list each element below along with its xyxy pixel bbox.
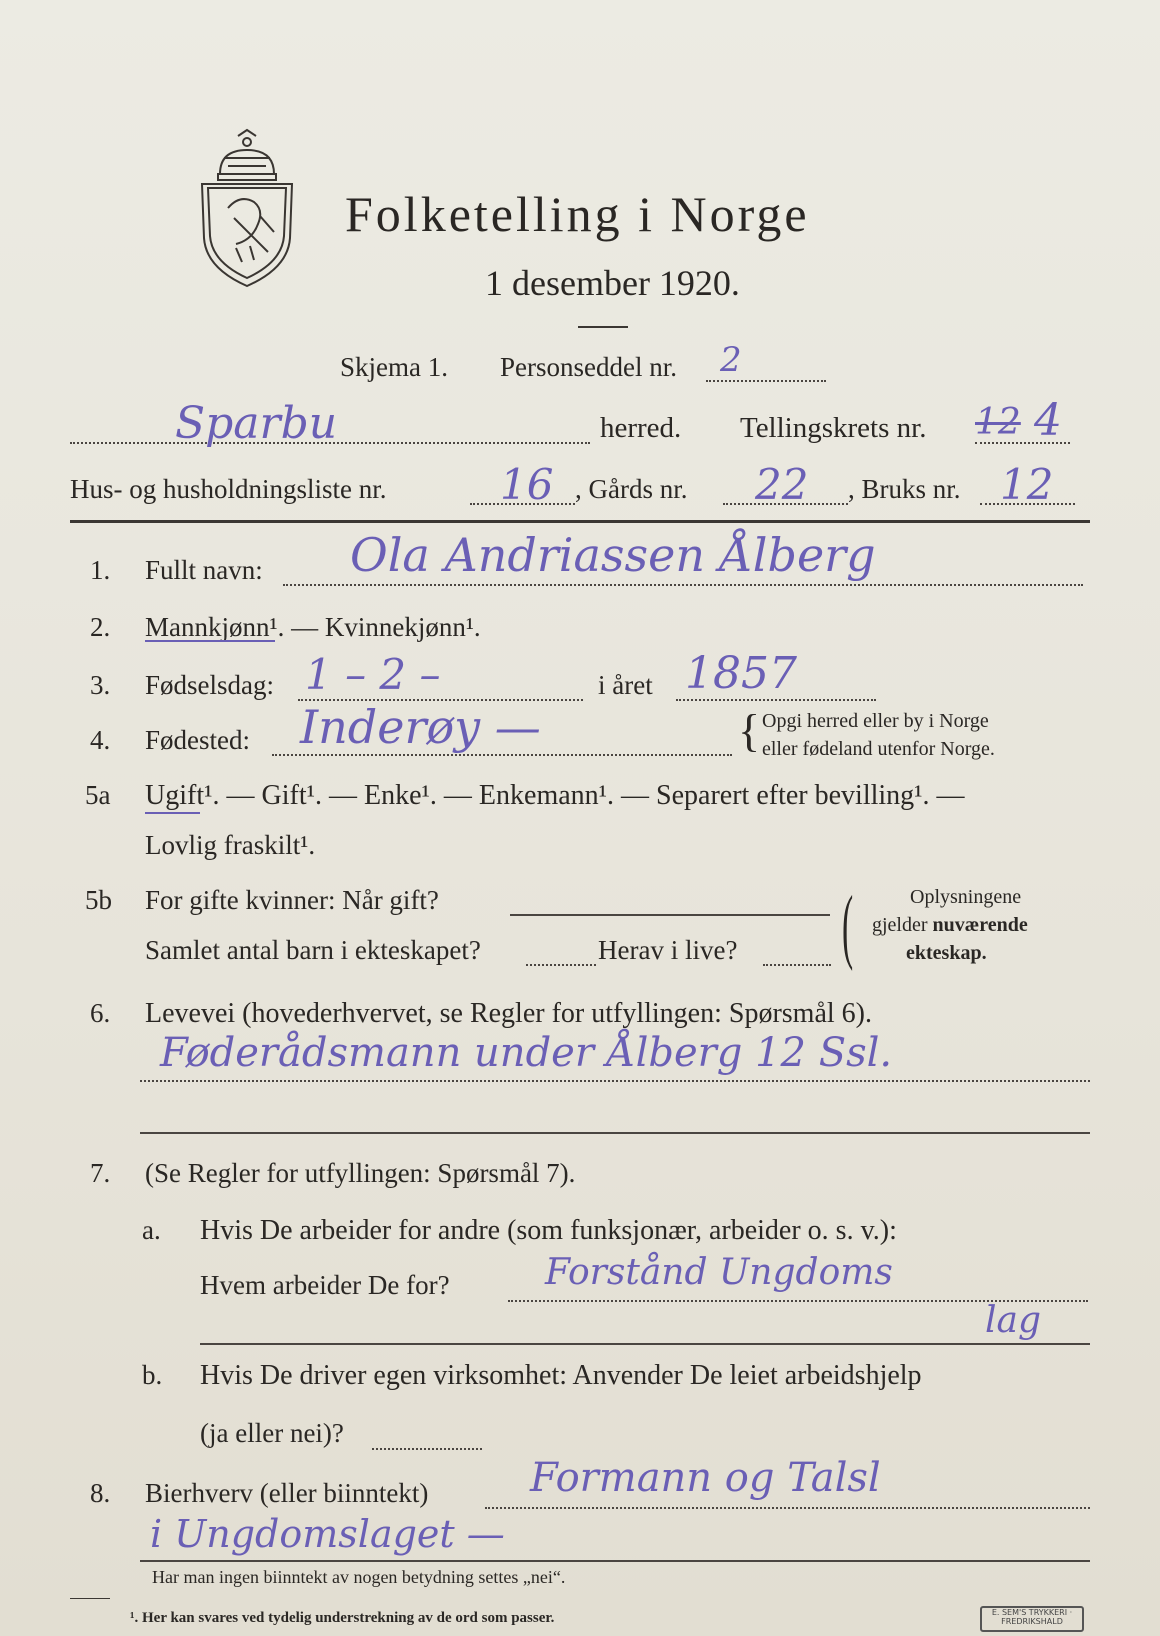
children-alive-field[interactable] <box>763 964 831 966</box>
q5b-number: 5b <box>85 885 112 915</box>
q5b-note-line1: Oplysningene <box>910 886 1022 908</box>
q3-label: Fødselsdag: <box>145 670 275 700</box>
q5b-note-gjelder: gjelder <box>872 914 933 936</box>
q7-number: 7. <box>90 1158 111 1188</box>
footer-note: Har man ingen biinntekt av nogen betydning settes „nei“. <box>152 1567 566 1587</box>
q5a-line2: Lovlig fraskilt¹. <box>145 830 316 860</box>
full-name-value: Ola Andriassen Ålberg <box>350 528 876 582</box>
hired-help-field[interactable] <box>372 1448 482 1450</box>
census-date: 1 desember 1920. <box>485 263 740 303</box>
full-name-field[interactable] <box>283 584 1083 586</box>
occupation-value: Føderådsmann under Ålberg 12 Ssl. <box>160 1030 893 1076</box>
q1-label: Fullt navn: <box>145 555 263 585</box>
employer-value-2: lag <box>985 1300 1042 1341</box>
q5b-note-line2 <box>872 914 1028 937</box>
q5b-children-label: Samlet antal barn i ekteskapet? <box>145 935 481 965</box>
q5a-number: 5a <box>85 780 111 810</box>
personseddel-label: Personseddel nr. <box>500 352 677 382</box>
q8-label: Bierhverv (eller biinntekt) <box>145 1478 429 1508</box>
tellingskrets-label: Tellingskrets nr. <box>740 412 927 444</box>
q7a-letter: a. <box>142 1215 161 1245</box>
q5b-note-line3: ekteskap. <box>906 942 987 964</box>
tellingskrets-crossed-value: 12 <box>975 402 1021 443</box>
side-income-value-2: i Ungdomslaget — <box>150 1512 505 1556</box>
q4-label: Fødested: <box>145 725 250 755</box>
children-count-field[interactable] <box>526 964 596 966</box>
q4-note-line1: Opgi herred eller by i Norge <box>762 710 989 732</box>
q6-label: Levevei (hovederhvervet, se Regler for utfyllingen: Spørsmål 6). <box>145 998 872 1029</box>
side-income-field-2[interactable] <box>140 1560 1090 1562</box>
personseddel-value: 2 <box>720 340 742 380</box>
q5b-line1: For gifte kvinner: Når gift? <box>145 885 439 915</box>
gards-label: , Gårds nr. <box>575 474 688 504</box>
q2-label: Mannkjønn¹. — Kvinnekjønn¹. <box>145 612 481 642</box>
q1-number: 1. <box>90 555 111 585</box>
gards-value: 22 <box>755 460 809 509</box>
married-when-field[interactable] <box>510 914 830 916</box>
birth-year-value: 1857 <box>685 648 797 699</box>
herred-label: herred. <box>600 412 682 444</box>
bruks-label: , Bruks nr. <box>848 474 961 504</box>
form-title: Folketelling i Norge <box>345 186 810 242</box>
q5b-alive-label: Herav i live? <box>598 935 738 965</box>
q6-number: 6. <box>90 998 111 1028</box>
employer-value-1: Forstånd Ungdoms <box>545 1252 893 1293</box>
hus-label: Hus- og husholdningsliste nr. <box>70 474 387 504</box>
norwegian-coat-of-arms-icon <box>198 128 296 288</box>
section-divider <box>70 520 1090 523</box>
birthplace-value: Inderøy — <box>300 700 541 754</box>
q2-number: 2. <box>90 612 111 642</box>
q5a-line1: Ugift¹. — Gift¹. — Enke¹. — Enkemann¹. — Separert efter bevilling¹. — <box>145 780 965 811</box>
q5a-underline-mark <box>145 812 200 814</box>
q4-brace: { <box>738 705 761 756</box>
q7a-line1: Hvis De arbeider for andre (som funksjonær, arbeider o. s. v.): <box>200 1215 897 1246</box>
side-income-value-1: Formann og Talsl <box>530 1455 881 1501</box>
bruks-value: 12 <box>1000 460 1054 509</box>
footnote: ¹. Her kan svares ved tydelig understrekning av de ord som passer. <box>130 1610 555 1626</box>
footnote-rule <box>70 1598 110 1599</box>
herred-value: Sparbu <box>175 398 338 449</box>
q7b-line2: (ja eller nei)? <box>200 1418 344 1448</box>
birth-year-field[interactable] <box>676 699 876 701</box>
title-divider <box>578 326 628 328</box>
birthplace-field[interactable] <box>272 754 732 756</box>
q4-number: 4. <box>90 725 111 755</box>
occupation-field-1[interactable] <box>140 1080 1090 1082</box>
personseddel-field[interactable] <box>706 380 826 382</box>
employer-field-2[interactable] <box>200 1343 1090 1345</box>
q4-note-line2: eller fødeland utenfor Norge. <box>762 738 995 760</box>
q7b-line1: Hvis De driver egen virksomhet: Anvender De leiet arbeidshjelp <box>200 1360 922 1391</box>
q8-number: 8. <box>90 1478 111 1508</box>
birth-date-value: 1 – 2 – <box>305 650 441 699</box>
year-label: i året <box>598 670 653 700</box>
q5b-note-current: nuværende <box>932 914 1028 936</box>
q7b-letter: b. <box>142 1360 163 1390</box>
q2-underline-mark <box>145 640 275 642</box>
q7-label: (Se Regler for utfyllingen: Spørsmål 7). <box>145 1158 576 1188</box>
tellingskrets-value: 4 <box>1034 395 1062 446</box>
side-income-field-1[interactable] <box>485 1507 1090 1509</box>
q3-number: 3. <box>90 670 111 700</box>
q7a-line2: Hvem arbeider De for? <box>200 1270 450 1300</box>
q5b-paren: ( <box>842 879 854 972</box>
occupation-field-2[interactable] <box>140 1132 1090 1134</box>
hus-value: 16 <box>500 460 554 509</box>
printer-stamp: E. SEM'S TRYKKERI · FREDRIKSHALD <box>980 1606 1084 1632</box>
schema-label: Skjema 1. <box>340 352 448 382</box>
